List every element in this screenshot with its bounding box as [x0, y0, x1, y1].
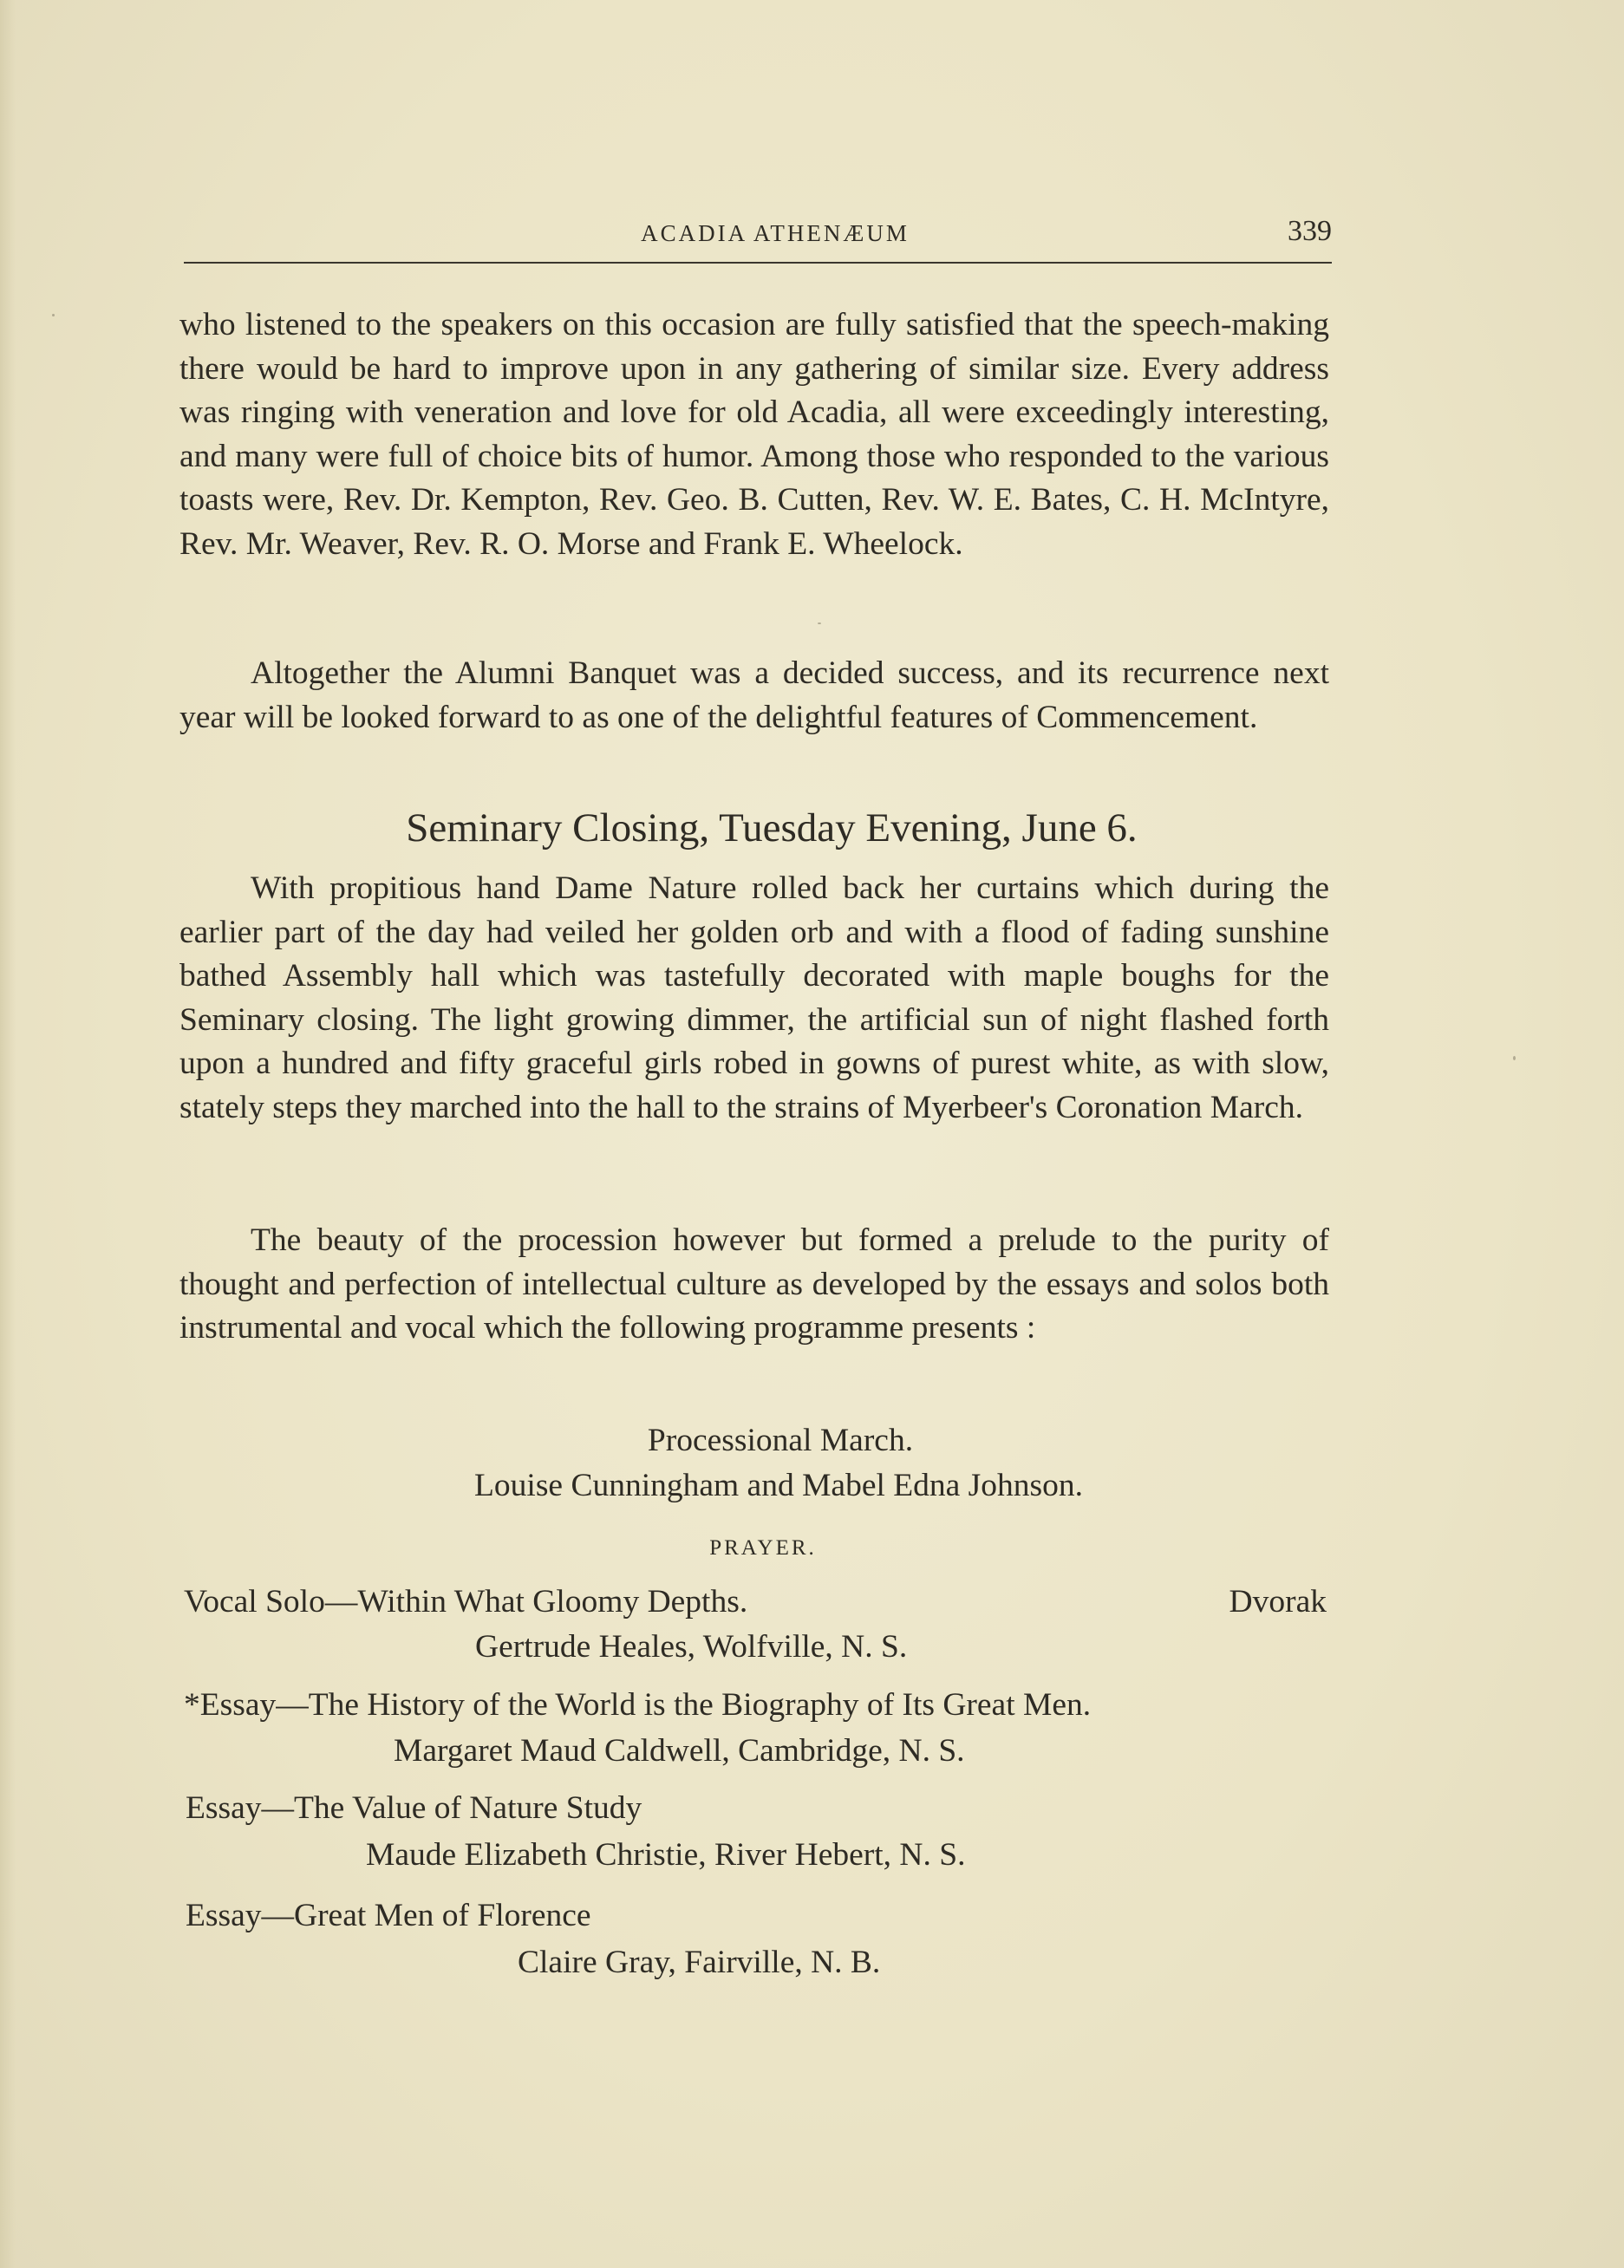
journal-title: ACADIA ATHENÆUM [641, 220, 910, 246]
programme-item-composer: Dvorak [1229, 1584, 1327, 1620]
programme-item-performer: Maude Elizabeth Christie, River Hebert, N. S. [366, 1837, 966, 1873]
page-edge-shadow [0, 0, 16, 2268]
prayer-heading: PRAYER. [709, 1536, 817, 1560]
paragraph-procession [179, 1219, 1329, 1351]
paragraph-text: The beauty of the procession however but formed a prelude to the purity of thought and perfection of intellectual culture as developed by the essays and solos both instrumental and vocal which the following programme presents : [179, 1222, 1329, 1346]
paper-speck [818, 622, 821, 624]
processional-title: Processional March. [647, 1423, 914, 1458]
processional-players: Louise Cunningham and Mabel Edna Johnson. [474, 1468, 1083, 1503]
running-header [184, 215, 1332, 264]
page-number: 339 [1288, 215, 1332, 247]
programme-item-title: Essay—Great Men of Florence [186, 1898, 591, 1933]
paper-speck [1513, 1056, 1516, 1060]
programme-item-title: Essay—The Value of Nature Study [186, 1790, 642, 1826]
section-heading: Seminary Closing, Tuesday Evening, June 6. [406, 805, 1138, 850]
paragraph-banquet [179, 652, 1329, 740]
paper-speck [52, 314, 55, 316]
programme-item-title: *Essay—The History of the World is the Biography of Its Great Men. [184, 1687, 1092, 1723]
programme-item-performer: Gertrude Heales, Wolfville, N. S. [475, 1629, 908, 1665]
header-rule [184, 262, 1332, 264]
programme-item-performer: Claire Gray, Fairville, N. B. [518, 1945, 881, 1980]
programme-item-title: Vocal Solo—Within What Gloomy Depths. [184, 1584, 748, 1620]
paragraph-text: With propitious hand Dame Nature rolled back her curtains which during the earlier part of the day had veiled her golden orb and with a flood of fading sunshine bathed Assembly hall which was tastefully decorated with maple boughs for the Seminary closing. The light growing dimmer, the artificial sun of night flashed forth upon a hundred and fifty graceful girls robed in gowns of purest white, as with slow, stately steps they marched into the hall to the strains of Myerbeer's Coronation March. [179, 870, 1329, 1125]
paragraph-text: Altogether the Alumni Banquet was a decided success, and its recurrence next year will be looked forward to as one of the delightful features of Commencement. [179, 655, 1329, 735]
paragraph-nature [179, 867, 1329, 1130]
paragraph-speakers [179, 303, 1329, 566]
programme-item-performer: Margaret Maud Caldwell, Cambridge, N. S. [394, 1733, 965, 1769]
paragraph-text: who listened to the speakers on this occasion are fully satisfied that the speech-making there would be hard to improve upon in any gathering of similar size. Every address was ringing with veneration and love for old Acadia, all were exceedingly interesting, and many were full of choice bits of humor. Among those who responded to the various toasts were, Rev. Dr. Kempton, Rev. Geo. B. Cutten, Rev. W. E. Bates, C. H. McIntyre, Rev. Mr. Weaver, Rev. R. O. Morse and Frank E. Wheelock. [179, 307, 1329, 562]
